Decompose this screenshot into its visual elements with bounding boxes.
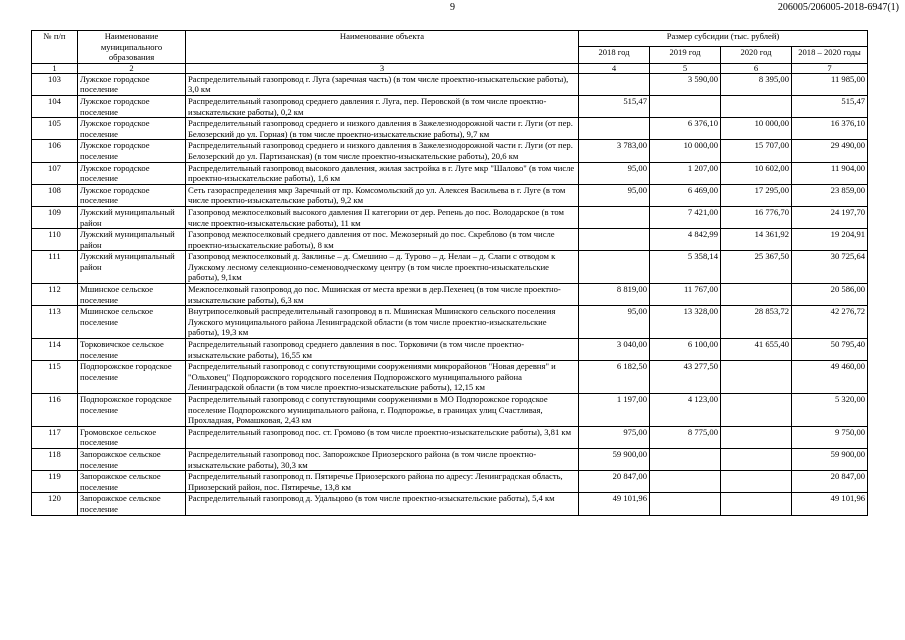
table-row <box>32 448 868 470</box>
row-number: 119 <box>32 471 78 493</box>
subsidy-2020-cell: 8 395,00 <box>721 73 792 95</box>
subsidy-total-cell: 5 320,00 <box>792 394 868 427</box>
municipality-cell: Лужское городское поселение <box>78 140 186 162</box>
subsidy-2020-cell: 41 655,40 <box>721 339 792 361</box>
page-number: 9 <box>450 2 455 13</box>
table-row <box>32 493 868 515</box>
table-row <box>32 251 868 284</box>
row-number: 103 <box>32 73 78 95</box>
col-number: 1 <box>32 63 78 73</box>
municipality-cell: Лужское городское поселение <box>78 184 186 206</box>
col-number: 2 <box>78 63 186 73</box>
table-body <box>32 73 868 515</box>
header-2020: 2020 год <box>721 47 792 63</box>
row-number: 120 <box>32 493 78 515</box>
header-2018: 2018 год <box>579 47 650 63</box>
table-row <box>32 140 868 162</box>
subsidy-2020-cell: 16 776,70 <box>721 206 792 228</box>
subsidy-total-cell: 49 101,96 <box>792 493 868 515</box>
object-cell: Распределительный газопровод среднего и низкого давления в Зажелезнодорожной части г. Луги (от пер. Белозерский до ул. Горная) (в том числе проектно-изыскательские работы), 9,7 км <box>186 118 579 140</box>
object-cell: Газопровод межпоселковый д. Заклинье – д. Смешино – д. Турово – д. Нелаи – д. Слапи с отводом к Лужскому лесному селекционно-семеноводческому центру (в том числе проектно-изыскательские работы), 9,1км <box>186 251 579 284</box>
row-number: 112 <box>32 284 78 306</box>
subsidy-2018-cell: 8 819,00 <box>579 284 650 306</box>
table-row <box>32 73 868 95</box>
subsidy-total-cell: 19 204,91 <box>792 229 868 251</box>
subsidy-2019-cell <box>650 95 721 117</box>
table-row <box>32 162 868 184</box>
table-row <box>32 471 868 493</box>
subsidy-2020-cell <box>721 284 792 306</box>
object-cell: Распределительный газопровод среднего давления в пос. Торковичи (в том числе проектно-изыскательские работы), 16,55 км <box>186 339 579 361</box>
subsidy-2019-cell: 6 469,00 <box>650 184 721 206</box>
subsidy-2019-cell: 4 123,00 <box>650 394 721 427</box>
subsidy-2019-cell: 43 277,50 <box>650 361 721 394</box>
subsidy-2018-cell: 6 182,50 <box>579 361 650 394</box>
object-cell: Распределительный газопровод пос. ст. Громово (в том числе проектно-изыскательские работы), 3,81 км <box>186 426 579 448</box>
object-cell: Распределительный газопровод среднего и низкого давления в Зажелезнодорожной части г. Луги (от пер. Белозерский до ул. Партизанская) (в том числе проектно-изыскательские работы), 20,6 км <box>186 140 579 162</box>
subsidy-2018-cell: 3 783,00 <box>579 140 650 162</box>
object-cell: Распределительный газопровод с сопутствующими сооружениями микрорайонов "Новая деревня" и "Ольховец" Подпорожского городского поселения Подпорожского муниципального района Ленинградской области (в том числе проектно-изыскательские работы), 12,15 км <box>186 361 579 394</box>
header-2019: 2019 год <box>650 47 721 63</box>
municipality-cell: Запорожское сельское поселение <box>78 471 186 493</box>
subsidy-2020-cell <box>721 493 792 515</box>
object-cell: Сеть газораспределения мкр Заречный от пр. Комсомольский до ул. Алексея Васильева в г. Луге (в том числе проектно-изыскательские работы), 9,2 км <box>186 184 579 206</box>
object-cell: Распределительный газопровод пос. Запорожское Приозерского района (в том числе проектно-изыскательские работы), 30,3 км <box>186 448 579 470</box>
col-number: 7 <box>792 63 868 73</box>
municipality-cell: Громовское сельское поселение <box>78 426 186 448</box>
row-number: 109 <box>32 206 78 228</box>
subsidy-2019-cell: 3 590,00 <box>650 73 721 95</box>
table-row <box>32 394 868 427</box>
subsidy-2018-cell <box>579 118 650 140</box>
municipality-cell: Мшинское сельское поселение <box>78 284 186 306</box>
col-number: 5 <box>650 63 721 73</box>
subsidy-2018-cell: 3 040,00 <box>579 339 650 361</box>
subsidy-2020-cell: 25 367,50 <box>721 251 792 284</box>
table-row <box>32 284 868 306</box>
subsidy-2020-cell <box>721 471 792 493</box>
subsidy-total-cell: 9 750,00 <box>792 426 868 448</box>
municipality-cell: Запорожское сельское поселение <box>78 448 186 470</box>
object-cell: Распределительный газопровод д. Удальцово (в том числе проектно-изыскательские работы), 5,4 км <box>186 493 579 515</box>
subsidy-2019-cell: 4 842,99 <box>650 229 721 251</box>
subsidy-2018-cell: 95,00 <box>579 162 650 184</box>
object-cell: Внутрипоселковый распределительный газопровод в п. Мшинская Мшинского сельского поселения Лужского муниципального района Ленинградской области (в том числе проектно-изыскательские работы), 19,3 км <box>186 306 579 339</box>
row-number: 111 <box>32 251 78 284</box>
subsidy-total-cell: 30 725,64 <box>792 251 868 284</box>
subsidy-total-cell: 50 795,40 <box>792 339 868 361</box>
object-cell: Распределительный газопровод г. Луга (заречная часть) (в том числе проектно-изыскательские работы), 3,0 км <box>186 73 579 95</box>
subsidy-2018-cell <box>579 206 650 228</box>
municipality-cell: Лужское городское поселение <box>78 162 186 184</box>
subsidy-total-cell: 29 490,00 <box>792 140 868 162</box>
row-number: 108 <box>32 184 78 206</box>
subsidy-2019-cell <box>650 493 721 515</box>
object-cell: Распределительный газопровод высокого давления, жилая застройка в г. Луге мкр "Шалово" (в том числе проектно-изыскательские работы), 1,6 км <box>186 162 579 184</box>
row-number: 106 <box>32 140 78 162</box>
table-row <box>32 206 868 228</box>
subsidy-2019-cell: 6 376,10 <box>650 118 721 140</box>
header-subsidy: Размер субсидии (тыс. рублей) <box>579 31 868 47</box>
object-cell: Газопровод межпоселковый высокого давления II категории от дер. Репень до пос. Володарское (в том числе проектно-изыскательские работы), 11 км <box>186 206 579 228</box>
table-row <box>32 184 868 206</box>
subsidy-2020-cell <box>721 361 792 394</box>
row-number: 105 <box>32 118 78 140</box>
row-number: 116 <box>32 394 78 427</box>
subsidy-2018-cell <box>579 229 650 251</box>
header-row <box>32 31 868 47</box>
header-object: Наименование объекта <box>186 31 579 64</box>
subsidy-total-cell: 16 376,10 <box>792 118 868 140</box>
row-number: 118 <box>32 448 78 470</box>
municipality-cell: Лужское городское поселение <box>78 118 186 140</box>
subsidy-2018-cell: 20 847,00 <box>579 471 650 493</box>
object-cell: Распределительный газопровод с сопутствующими сооружениями в МО Подпорожское городское поселение Подпорожского муниципального района, г. Подпорожье, в границах улиц Счастливая, Прохладная, Ромашковая, 2,43 км <box>186 394 579 427</box>
subsidy-2019-cell <box>650 448 721 470</box>
subsidy-2019-cell: 11 767,00 <box>650 284 721 306</box>
subsidy-2020-cell <box>721 448 792 470</box>
table-row <box>32 306 868 339</box>
subsidy-total-cell: 11 904,00 <box>792 162 868 184</box>
object-cell: Распределительный газопровод среднего давления г. Луга, пер. Перовской (в том числе проектно-изыскательские работы), 0,2 км <box>186 95 579 117</box>
municipality-cell: Подпорожское городское поселение <box>78 361 186 394</box>
subsidy-total-cell: 42 276,72 <box>792 306 868 339</box>
table-row <box>32 426 868 448</box>
municipality-cell: Лужский муниципальный район <box>78 206 186 228</box>
subsidy-2018-cell: 95,00 <box>579 306 650 339</box>
subsidy-2019-cell: 1 207,00 <box>650 162 721 184</box>
header-municipality: Наименование муниципального образования <box>78 31 186 64</box>
subsidy-2018-cell <box>579 251 650 284</box>
subsidy-2019-cell: 7 421,00 <box>650 206 721 228</box>
subsidy-total-cell: 59 900,00 <box>792 448 868 470</box>
subsidy-2018-cell: 49 101,96 <box>579 493 650 515</box>
subsidy-2020-cell: 10 602,00 <box>721 162 792 184</box>
column-number-row <box>32 63 868 73</box>
header-total: 2018 – 2020 годы <box>792 47 868 63</box>
row-number: 114 <box>32 339 78 361</box>
object-cell: Межпоселковый газопровод до пос. Мшинская от места врезки в дер.Пехенец (в том числе проектно-изыскательские работы), 6,3 км <box>186 284 579 306</box>
subsidy-2020-cell: 17 295,00 <box>721 184 792 206</box>
col-number: 3 <box>186 63 579 73</box>
table-row <box>32 229 868 251</box>
col-number: 6 <box>721 63 792 73</box>
municipality-cell: Мшинское сельское поселение <box>78 306 186 339</box>
subsidy-2019-cell: 13 328,00 <box>650 306 721 339</box>
subsidy-2019-cell: 10 000,00 <box>650 140 721 162</box>
subsidy-2020-cell <box>721 426 792 448</box>
subsidy-total-cell: 515,47 <box>792 95 868 117</box>
object-cell: Распределительный газопровод п. Пятиречье Приозерского района по адресу: Ленинградская область, Приозерский район, пос. Пятиречье, 13,8 км <box>186 471 579 493</box>
municipality-cell: Лужский муниципальный район <box>78 251 186 284</box>
subsidy-table <box>31 30 868 516</box>
subsidy-2019-cell: 6 100,00 <box>650 339 721 361</box>
subsidy-2018-cell: 59 900,00 <box>579 448 650 470</box>
col-number: 4 <box>579 63 650 73</box>
subsidy-total-cell: 20 847,00 <box>792 471 868 493</box>
row-number: 117 <box>32 426 78 448</box>
municipality-cell: Торковичское сельское поселение <box>78 339 186 361</box>
subsidy-2018-cell: 975,00 <box>579 426 650 448</box>
subsidy-total-cell: 23 859,00 <box>792 184 868 206</box>
subsidy-2020-cell: 14 361,92 <box>721 229 792 251</box>
row-number: 107 <box>32 162 78 184</box>
subsidy-2019-cell: 5 358,14 <box>650 251 721 284</box>
subsidy-2020-cell <box>721 95 792 117</box>
subsidy-total-cell: 24 197,70 <box>792 206 868 228</box>
subsidy-total-cell: 49 460,00 <box>792 361 868 394</box>
header-num: № п/п <box>32 31 78 64</box>
subsidy-total-cell: 20 586,00 <box>792 284 868 306</box>
subsidy-2020-cell <box>721 394 792 427</box>
table-row <box>32 95 868 117</box>
subsidy-2020-cell: 15 707,00 <box>721 140 792 162</box>
row-number: 110 <box>32 229 78 251</box>
subsidy-2020-cell: 28 853,72 <box>721 306 792 339</box>
subsidy-2018-cell: 95,00 <box>579 184 650 206</box>
table-row <box>32 361 868 394</box>
row-number: 113 <box>32 306 78 339</box>
subsidy-2018-cell: 1 197,00 <box>579 394 650 427</box>
subsidy-2019-cell <box>650 471 721 493</box>
table-row <box>32 339 868 361</box>
object-cell: Газопровод межпоселковый среднего давления от пос. Межозерный до пос. Скреблово (в том числе проектно-изыскательские работы), 8 км <box>186 229 579 251</box>
municipality-cell: Лужское городское поселение <box>78 95 186 117</box>
municipality-cell: Лужский муниципальный район <box>78 229 186 251</box>
subsidy-2018-cell: 515,47 <box>579 95 650 117</box>
document-code: 206005/206005-2018-6947(1) <box>777 2 899 13</box>
subsidy-2018-cell <box>579 73 650 95</box>
municipality-cell: Подпорожское городское поселение <box>78 394 186 427</box>
row-number: 104 <box>32 95 78 117</box>
municipality-cell: Запорожское сельское поселение <box>78 493 186 515</box>
subsidy-2019-cell: 8 775,00 <box>650 426 721 448</box>
row-number: 115 <box>32 361 78 394</box>
subsidy-total-cell: 11 985,00 <box>792 73 868 95</box>
table-row <box>32 118 868 140</box>
subsidy-2020-cell: 10 000,00 <box>721 118 792 140</box>
municipality-cell: Лужское городское поселение <box>78 73 186 95</box>
